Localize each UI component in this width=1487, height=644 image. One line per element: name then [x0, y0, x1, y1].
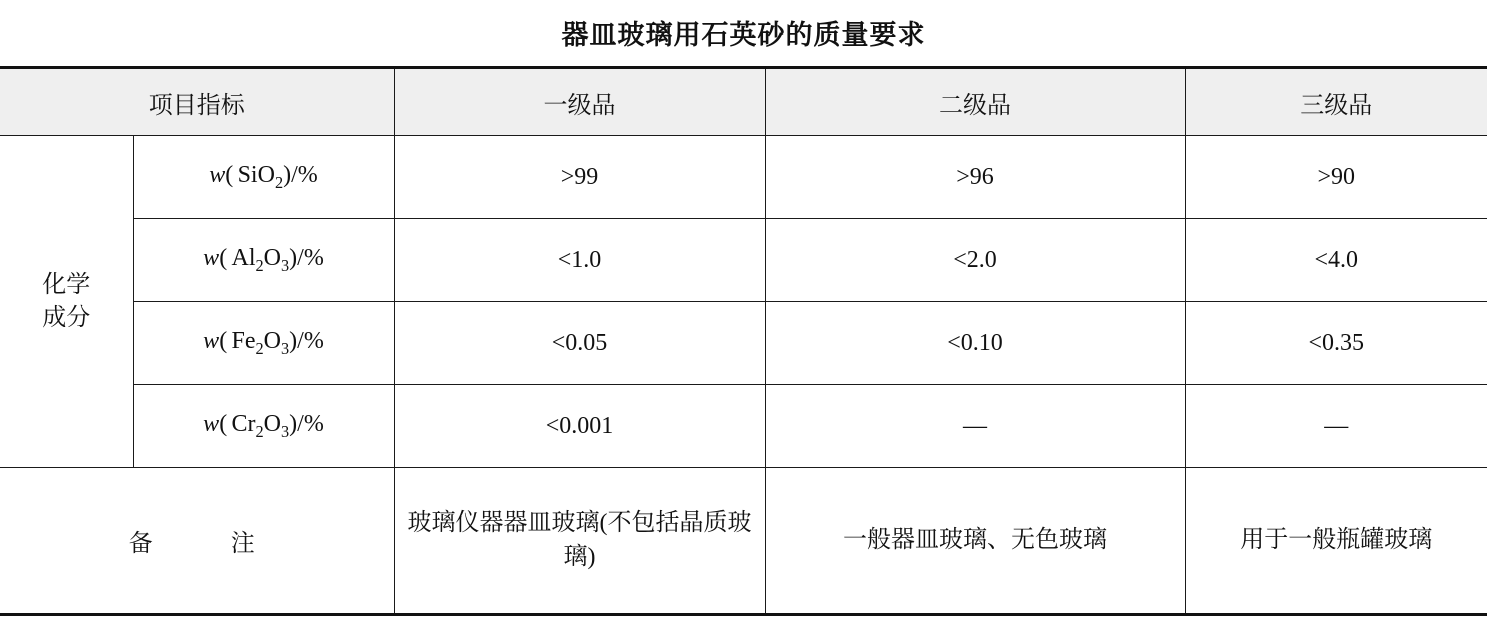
cell-fe2o3-grade3: <0.35 [1185, 302, 1487, 385]
cell-cr2o3-grade1: <0.001 [394, 385, 765, 468]
table-row [0, 219, 1487, 302]
formula-subscript: 2 [274, 172, 284, 192]
cell-fe2o3-grade1: <0.05 [394, 302, 765, 385]
formula-subscript: 2 [255, 421, 264, 441]
formula-subscript: 2 [255, 255, 264, 275]
formula-subscript-2: 3 [281, 421, 290, 441]
row-category-chemical [0, 136, 133, 468]
cell-fe2o3-grade2: <0.10 [765, 302, 1185, 385]
mass-fraction-symbol: w [203, 244, 220, 271]
table-header-row [0, 68, 1487, 136]
formula-unit: )/% [289, 410, 324, 437]
formula-subscript: 2 [255, 338, 264, 358]
formula-text-2: O [263, 410, 281, 437]
page-title: 器皿玻璃用石英砂的质量要求 [561, 20, 926, 50]
header-grade-3: 三级品 [1185, 68, 1487, 136]
header-item: 项目指标 [0, 68, 394, 136]
table-row [0, 302, 1487, 385]
cell-cr2o3-grade2: — [765, 385, 1185, 468]
formula-text-2: O [263, 327, 281, 354]
cell-al2o3-grade1: <1.0 [394, 219, 765, 302]
formula-subscript-2: 3 [281, 338, 290, 358]
notes-grade1: 玻璃仪器器皿玻璃(不包括晶质玻璃) [394, 468, 765, 615]
row-label-cr2o3: w( $Cr_2O_3)/\%$ [133, 385, 394, 468]
table-notes-row [0, 468, 1487, 615]
category-label-line-2: 成分 [42, 304, 91, 331]
formula-text: Al [231, 244, 256, 271]
quality-requirements-table [0, 66, 1487, 616]
formula-unit: )/% [283, 161, 318, 188]
formula-unit: )/% [289, 327, 324, 354]
formula-unit: )/% [289, 244, 324, 271]
cell-sio2-grade1: >99 [394, 136, 765, 219]
notes-label: 备 注 [0, 468, 394, 615]
formula-text: SiO [237, 161, 275, 188]
table-row [0, 136, 1487, 219]
cell-sio2-grade2: >96 [765, 136, 1185, 219]
mass-fraction-symbol: w [209, 161, 226, 188]
cell-cr2o3-grade3: — [1185, 385, 1487, 468]
header-grade-2: 二级品 [765, 68, 1185, 136]
cell-al2o3-grade2: <2.0 [765, 219, 1185, 302]
row-label-fe2o3: w( $Fe_2O_3)/\%$ [133, 302, 394, 385]
formula-text: Cr [231, 410, 256, 437]
formula-text-2: O [263, 244, 281, 271]
category-label-line-1: 化学 [42, 272, 91, 299]
row-label-al2o3: w( $Al_2O_3)/\%$ [133, 219, 394, 302]
cell-al2o3-grade3: <4.0 [1185, 219, 1487, 302]
header-grade-1: 一级品 [394, 68, 765, 136]
notes-grade2: 一般器皿玻璃、无色玻璃 [765, 468, 1185, 615]
mass-fraction-symbol: w [203, 327, 220, 354]
cell-sio2-grade3: >90 [1185, 136, 1487, 219]
formula-text: Fe [231, 327, 256, 354]
notes-grade3: 用于一般瓶罐玻璃 [1185, 468, 1487, 615]
row-label-sio2: w( SiO$_2$)/% [133, 136, 394, 219]
mass-fraction-symbol: w [203, 410, 220, 437]
formula-subscript-2: 3 [281, 255, 290, 275]
table-row [0, 385, 1487, 468]
